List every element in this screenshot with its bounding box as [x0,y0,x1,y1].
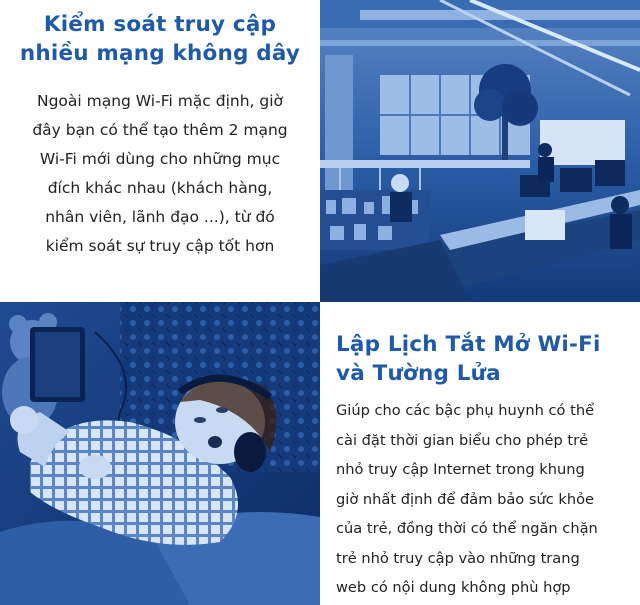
child-photo-illustration [0,302,320,605]
section-access-control-heading [0,10,320,68]
section-schedule-firewall-body [336,396,632,603]
heading-line: Kiểm soát truy cập [43,12,277,37]
body-line: web có nội dung không phù hợp [336,579,571,596]
section-schedule-firewall-heading [336,330,632,388]
body-line: Ngoài mạng Wi-Fi mặc định, giờ [36,92,284,110]
body-line: kiểm soát sự truy cập tốt hơn [45,237,275,255]
body-line: trẻ nhỏ truy cập vào những trang [336,549,580,567]
office-photo-illustration [320,0,640,302]
body-line: giờ nhất định để đảm bảo sức khỏe [336,490,594,508]
section-schedule-firewall [320,302,640,605]
body-line: Giúp cho các bậc phụ huynh có thể [336,402,595,419]
office-photo [320,0,640,302]
body-line: Wi-Fi mới dùng cho những mục [39,150,281,168]
heading-line: nhiều mạng không dây [19,41,301,66]
body-line: đây bạn có thể tạo thêm 2 mạng [32,121,288,139]
section-access-control [0,0,320,302]
heading-line: và Tường Lửa [336,361,501,386]
body-line: nhân viên, lãnh đạo ...), từ đó [45,208,275,226]
body-line: cài đặt thời gian biểu cho phép trẻ [336,431,589,449]
body-line: của trẻ, đồng thời có thể ngăn chặn [336,520,598,537]
child-photo [0,302,320,605]
body-line: nhỏ truy cập Internet trong khung [336,461,585,478]
heading-line: Lập Lịch Tắt Mở Wi-Fi [336,332,601,357]
body-line: đích khác nhau (khách hàng, [47,179,273,197]
section-access-control-body [0,87,320,261]
